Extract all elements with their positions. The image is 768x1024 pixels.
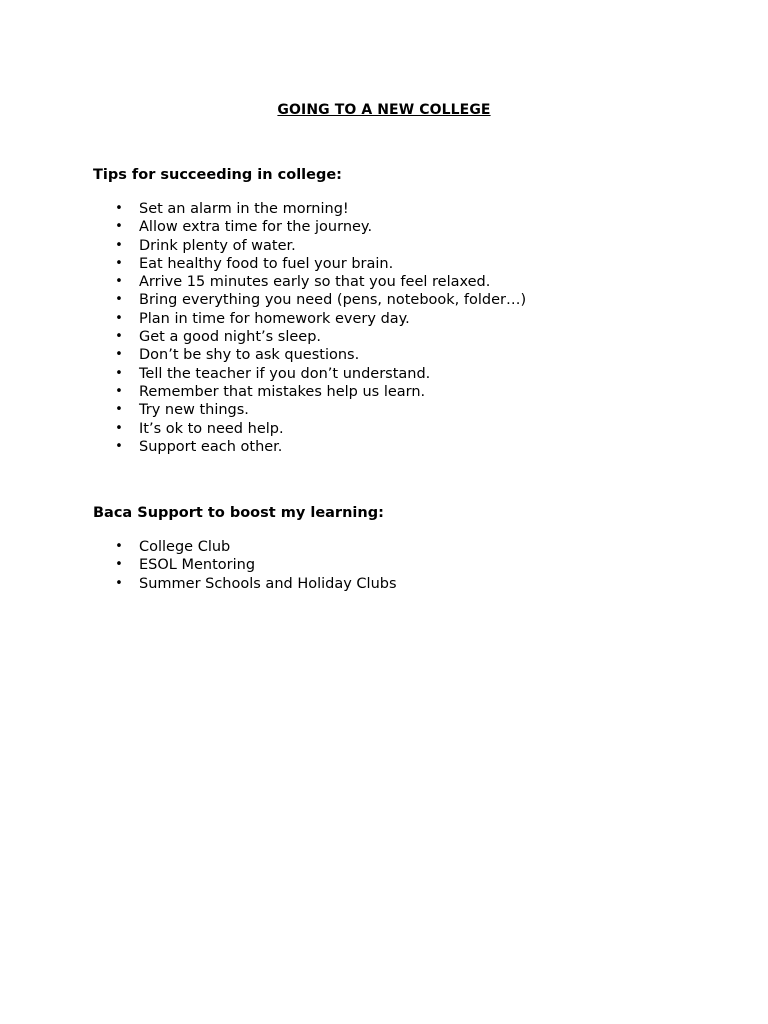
bullet-icon: • (115, 347, 123, 363)
bullet-icon: • (115, 292, 123, 308)
bullet-icon: • (115, 402, 123, 418)
list-item-text: Allow extra time for the journey. (139, 219, 373, 236)
bullet-icon: • (115, 383, 123, 399)
bullet-icon: • (115, 539, 123, 554)
list-item-text: Arrive 15 minutes early so that you feel relaxed. (139, 274, 491, 291)
list-item-text: Get a good night’s sleep. (139, 329, 322, 346)
list-item-text: Tell the teacher if you don’t understand. (139, 365, 431, 382)
list-item-text: Bring everything you need (pens, notebook, folder…) (139, 292, 527, 309)
list-item-text: Summer Schools and Holiday Clubs (139, 575, 397, 592)
bullet-icon: • (115, 310, 123, 326)
list-item-text: Support each other. (139, 438, 283, 455)
bullet-icon: • (115, 201, 123, 216)
list-item-text: Don’t be shy to ask questions. (139, 347, 360, 364)
bullet-icon: • (115, 365, 123, 381)
bullet-icon: • (115, 219, 123, 235)
list-item-text: It’s ok to need help. (139, 420, 284, 437)
bullet-icon: • (115, 438, 123, 454)
list-item-text: Try new things. (139, 402, 249, 419)
list-item-text: Drink plenty of water. (139, 237, 296, 254)
bullet-icon: • (115, 255, 123, 271)
bullet-icon: • (115, 274, 123, 290)
bullet-icon: • (115, 237, 123, 253)
bullet-icon: • (115, 557, 123, 573)
bullet-icon: • (115, 575, 123, 591)
list-item-text: ESOL Mentoring (139, 557, 256, 574)
bullet-icon: • (115, 329, 123, 345)
list-item-text: Eat healthy food to fuel your brain. (139, 255, 394, 272)
list-item-text: Set an alarm in the morning! (139, 201, 349, 217)
section-heading-support: Baca Support to boost my learning: (93, 505, 384, 521)
list-item-text: Remember that mistakes help us learn. (139, 383, 426, 400)
bullet-icon: • (115, 420, 123, 436)
document-title: GOING TO A NEW COLLEGE (277, 102, 491, 118)
section-heading-tips: Tips for succeeding in college: (93, 167, 342, 183)
list-item-text: Plan in time for homework every day. (139, 310, 410, 327)
list-item-text: College Club (139, 539, 231, 555)
